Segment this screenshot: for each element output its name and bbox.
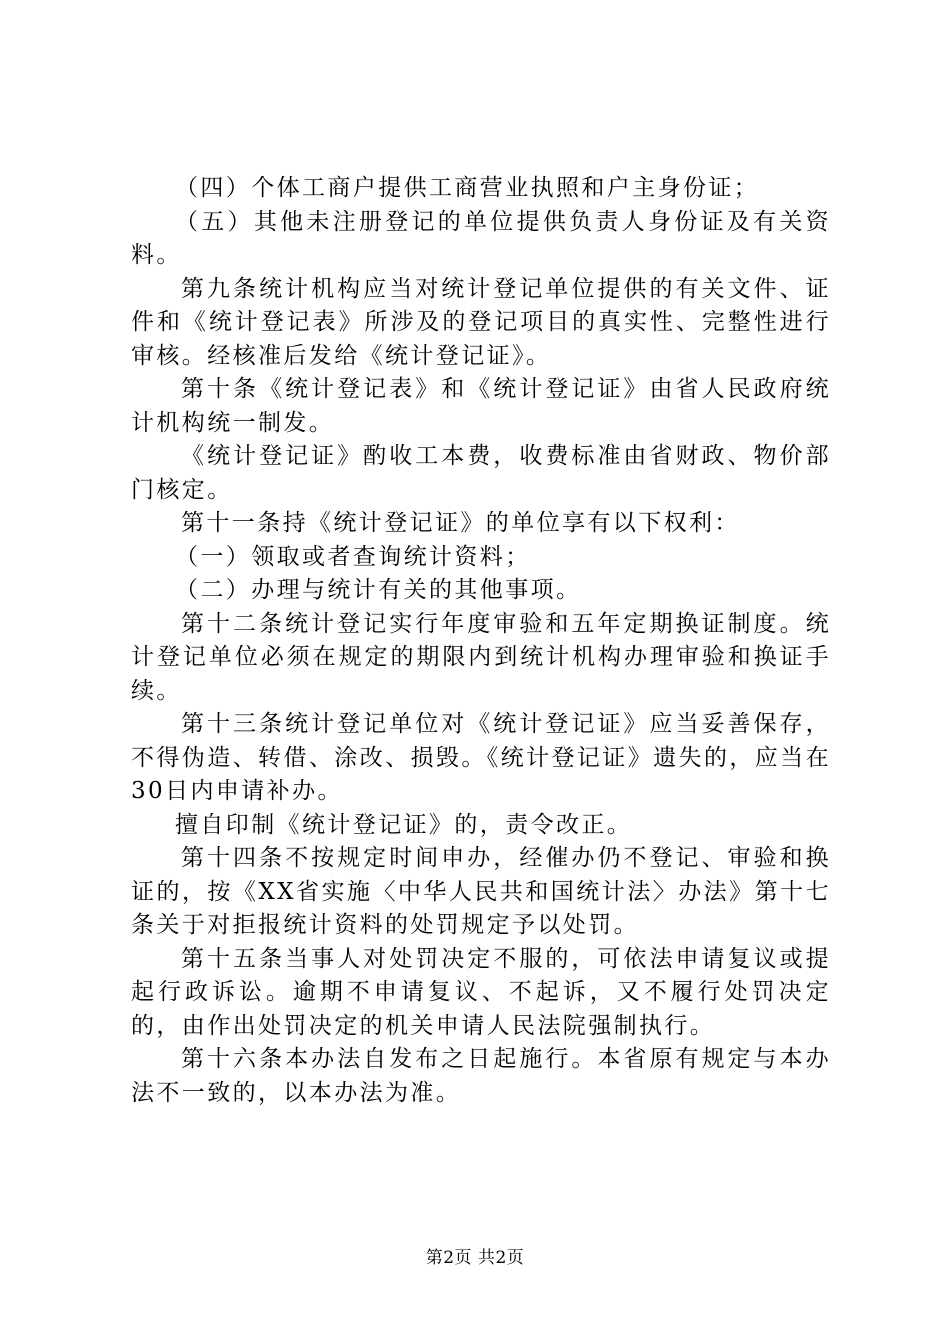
paragraph-item-2: （二）办理与统计有关的其他事项。 bbox=[175, 577, 582, 603]
paragraph-article-10: 第十条《统计登记表》和《统计登记证》由省人民政府统计机构统一制发。 bbox=[131, 376, 831, 436]
paragraph-article-14: 第十四条不按规定时间申办，经催办仍不登记、审验和换证的，按《XX省实施〈中华人民共和国统计法〉办法》第十七条关于对拒报统计资料的处罚规定予以处罚。 bbox=[131, 845, 831, 938]
page-footer: 第2页 共2页 bbox=[425, 1248, 525, 1268]
paragraph-article-9: 第九条统计机构应当对统计登记单位提供的有关文件、证件和《统计登记表》所涉及的登记项目的真实性、完整性进行审核。经核准后发给《统计登记证》。 bbox=[131, 275, 831, 369]
paragraph-article-16: 第十六条本办法自发布之日起施行。本省原有规定与本办法不一致的，以本办法为准。 bbox=[131, 1046, 831, 1106]
paragraph-article-13: 第十三条统计登记单位对《统计登记证》应当妥善保存，不得伪造、转借、涂改、损毁。《统计登记证》遗失的，应当在30日内申请补办。 bbox=[131, 711, 831, 804]
document-body bbox=[131, 172, 831, 1110]
paragraph-item-5: （五）其他未注册登记的单位提供负责人身份证及有关资料。 bbox=[131, 208, 831, 268]
paragraph-article-15: 第十五条当事人对处罚决定不服的，可依法申请复议或提起行政诉讼。逾期不申请复议、不起诉，又不履行处罚决定的，由作出处罚决定的机关申请人民法院强制执行。 bbox=[131, 945, 831, 1039]
paragraph-unauthorized-print: 擅自印制《统计登记证》的，责令改正。 bbox=[175, 811, 633, 838]
paragraph-article-11: 第十一条持《统计登记证》的单位享有以下权利： bbox=[181, 510, 740, 536]
paragraph-item-4: （四）个体工商户提供工商营业执照和户主身份证； bbox=[175, 175, 760, 201]
paragraph-article-12: 第十二条统计登记实行年度审验和五年定期换证制度。统计登记单位必须在规定的期限内到统计机构办理审验和换证手续。 bbox=[131, 610, 831, 704]
paragraph-item-1: （一）领取或者查询统计资料； bbox=[175, 543, 531, 570]
paragraph-fee: 《统计登记证》酌收工本费，收费标准由省财政、物价部门核定。 bbox=[131, 443, 831, 503]
